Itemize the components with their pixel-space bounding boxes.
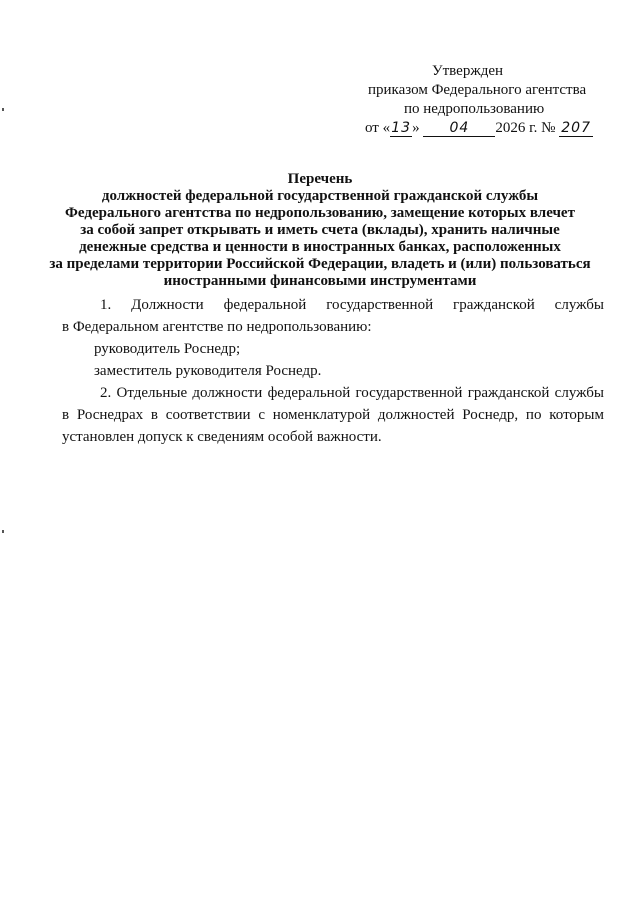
paragraph-2: 2. Отдельные должности федеральной государственной гражданской службы в Роснедрах в соответствии с номенклатурой должностей Роснедр, по которым установлен допуск к сведениям особой важности.: [62, 385, 604, 445]
list-item-head: руководитель Роснедр;: [94, 341, 241, 357]
date-month-handwritten: 04: [449, 120, 470, 136]
order-number-field: [559, 121, 593, 137]
approval-line-approved: Утвержден: [432, 63, 504, 79]
approval-line-order: приказом Федерального агентства: [368, 82, 587, 98]
date-year-number-label: 2026 г. №: [495, 120, 556, 136]
scan-edge-mark: [2, 108, 4, 111]
paragraph-1-first-line: 1. Должности федеральной государственной гражданской службы: [100, 297, 604, 313]
document-body: [62, 294, 604, 448]
date-day-field: [390, 121, 412, 137]
list-item-deputy: заместитель руководителя Роснедр.: [94, 363, 322, 379]
title-line: денежные средства и ценности в иностранных банках, расположенных: [79, 239, 561, 255]
document-title: [40, 171, 600, 290]
date-quote-close: »: [412, 120, 420, 136]
title-line: за собой запрет открывать и иметь счета (вклады), хранить наличные: [80, 222, 560, 238]
order-number-handwritten: 207: [561, 120, 591, 136]
title-line: Федерального агентства по недропользованию, замещение которых влечет: [65, 205, 575, 221]
title-line: должностей федеральной государственной гражданской службы: [101, 188, 539, 204]
title-line: иностранными финансовыми инструментами: [163, 273, 477, 289]
date-day-handwritten: 13: [391, 120, 412, 136]
date-prefix: от «: [365, 120, 391, 136]
paragraph-1-continuation: в Федеральном агентстве по недропользованию:: [62, 319, 372, 335]
scan-edge-mark: [2, 530, 4, 533]
title-heading: Перечень: [287, 171, 353, 187]
date-month-field: [423, 121, 495, 137]
approval-stamp: [360, 62, 600, 138]
approval-date-line: [360, 119, 600, 138]
approval-line-agency: по недропользованию: [404, 101, 545, 117]
title-line: за пределами территории Российской Федерации, владеть и (или) пользоваться: [49, 256, 591, 272]
